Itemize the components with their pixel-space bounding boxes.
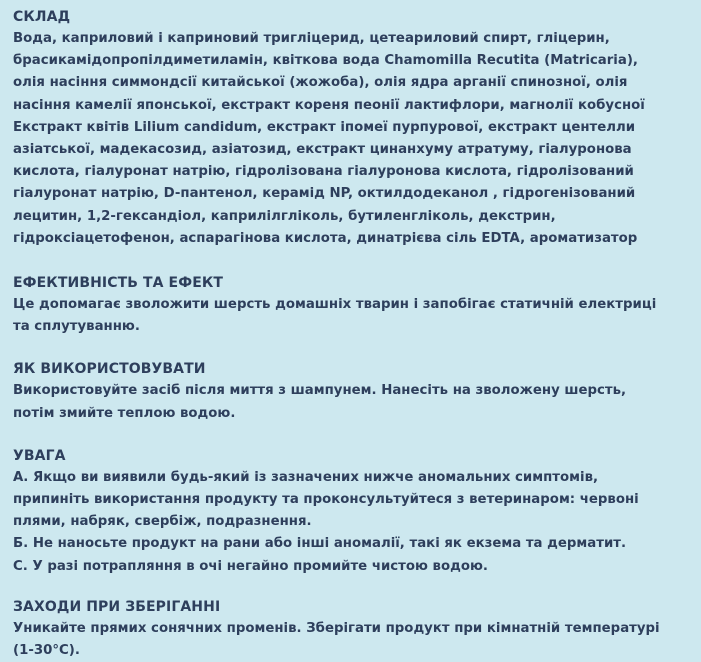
ingredients-line: кислота, гіалуронат натрію, гідролізована гіалуронова кислота, гідролізований bbox=[13, 164, 634, 180]
warning-line: А. Якщо ви виявили будь-який із зазначених нижче аномальних симптомів, bbox=[13, 469, 599, 485]
ingredients-line: брасикамідопропілдиметиламін, квіткова вода Chamomilla Recutita (Matricaria), bbox=[13, 53, 638, 69]
ingredients-line: насіння камелії японської, екстракт кореня пеонії лактифлори, магнолії кобусної bbox=[13, 97, 645, 113]
ingredients-line: лецитин, 1,2-гександіол, каприлілгліколь, бутиленгліколь, декстрин, bbox=[13, 208, 556, 224]
usage-line: потім змийте теплою водою. bbox=[13, 405, 236, 421]
storage-line: Уникайте прямих сонячних променів. Зберігати продукт при кімнатній температурі bbox=[13, 620, 660, 636]
ingredients-line: Вода, каприловий і каприновий тригліцерид, цетеариловий спирт, гліцерин, bbox=[13, 31, 610, 46]
warning-heading: УВАГА bbox=[13, 447, 66, 464]
warning-line: Б. Не наносьте продукт на рани або інші аномалії, такі як екзема та дерматит. bbox=[13, 536, 627, 552]
usage-section bbox=[13, 358, 693, 424]
storage-heading: ЗАХОДИ ПРИ ЗБЕРІГАННІ bbox=[13, 598, 221, 615]
effect-line: Це допомагає зволожити шерсть домашніх тварин і запобігає статичній електриці bbox=[13, 297, 657, 313]
storage-line: (1-30°C). bbox=[13, 643, 80, 659]
warning-line: С. У разі потрапляння в очі негайно промийте чистою водою. bbox=[13, 558, 488, 574]
ingredients-line: азіатської, мадекасозид, азіатозид, екстракт цинанхуму атратуму, гіалуронова bbox=[13, 142, 632, 158]
ingredients-line: олія насіння симмондсії китайської (жожоба), олія ядра арганії спинозної, олія bbox=[13, 75, 628, 91]
effect-section bbox=[13, 272, 693, 338]
ingredients-line: Екстракт квітів Lilium candidum, екстракт іпомеї пурпурової, екстракт центелли bbox=[13, 119, 636, 135]
usage-line: Використовуйте засіб після миття з шампунем. Нанесіть на зволожену шерсть, bbox=[13, 383, 627, 399]
ingredients-line: гідроксіацетофенон, аспарагінова кислота, динатрієва сіль EDTA, ароматизатор bbox=[13, 230, 638, 246]
effect-heading: ЕФЕКТИВНІСТЬ ТА ЕФЕКТ bbox=[13, 275, 224, 292]
warning-section bbox=[13, 445, 693, 578]
warning-line: припиніть використання продукту та проконсультуйтеся з ветеринаром: червоні bbox=[13, 492, 639, 508]
storage-section bbox=[13, 596, 693, 662]
warning-line: плями, набряк, свербіж, подразнення. bbox=[13, 514, 312, 530]
ingredients-heading: СКЛАД bbox=[13, 9, 71, 25]
ingredients-line: гіалуронат натрію, D-пантенол, керамід NP, октилдодеканол , гідрогенізований bbox=[13, 186, 636, 202]
usage-heading: ЯК ВИКОРИСТОВУВАТИ bbox=[13, 361, 206, 378]
effect-line: та сплутуванню. bbox=[13, 319, 140, 335]
ingredients-section bbox=[13, 6, 693, 250]
